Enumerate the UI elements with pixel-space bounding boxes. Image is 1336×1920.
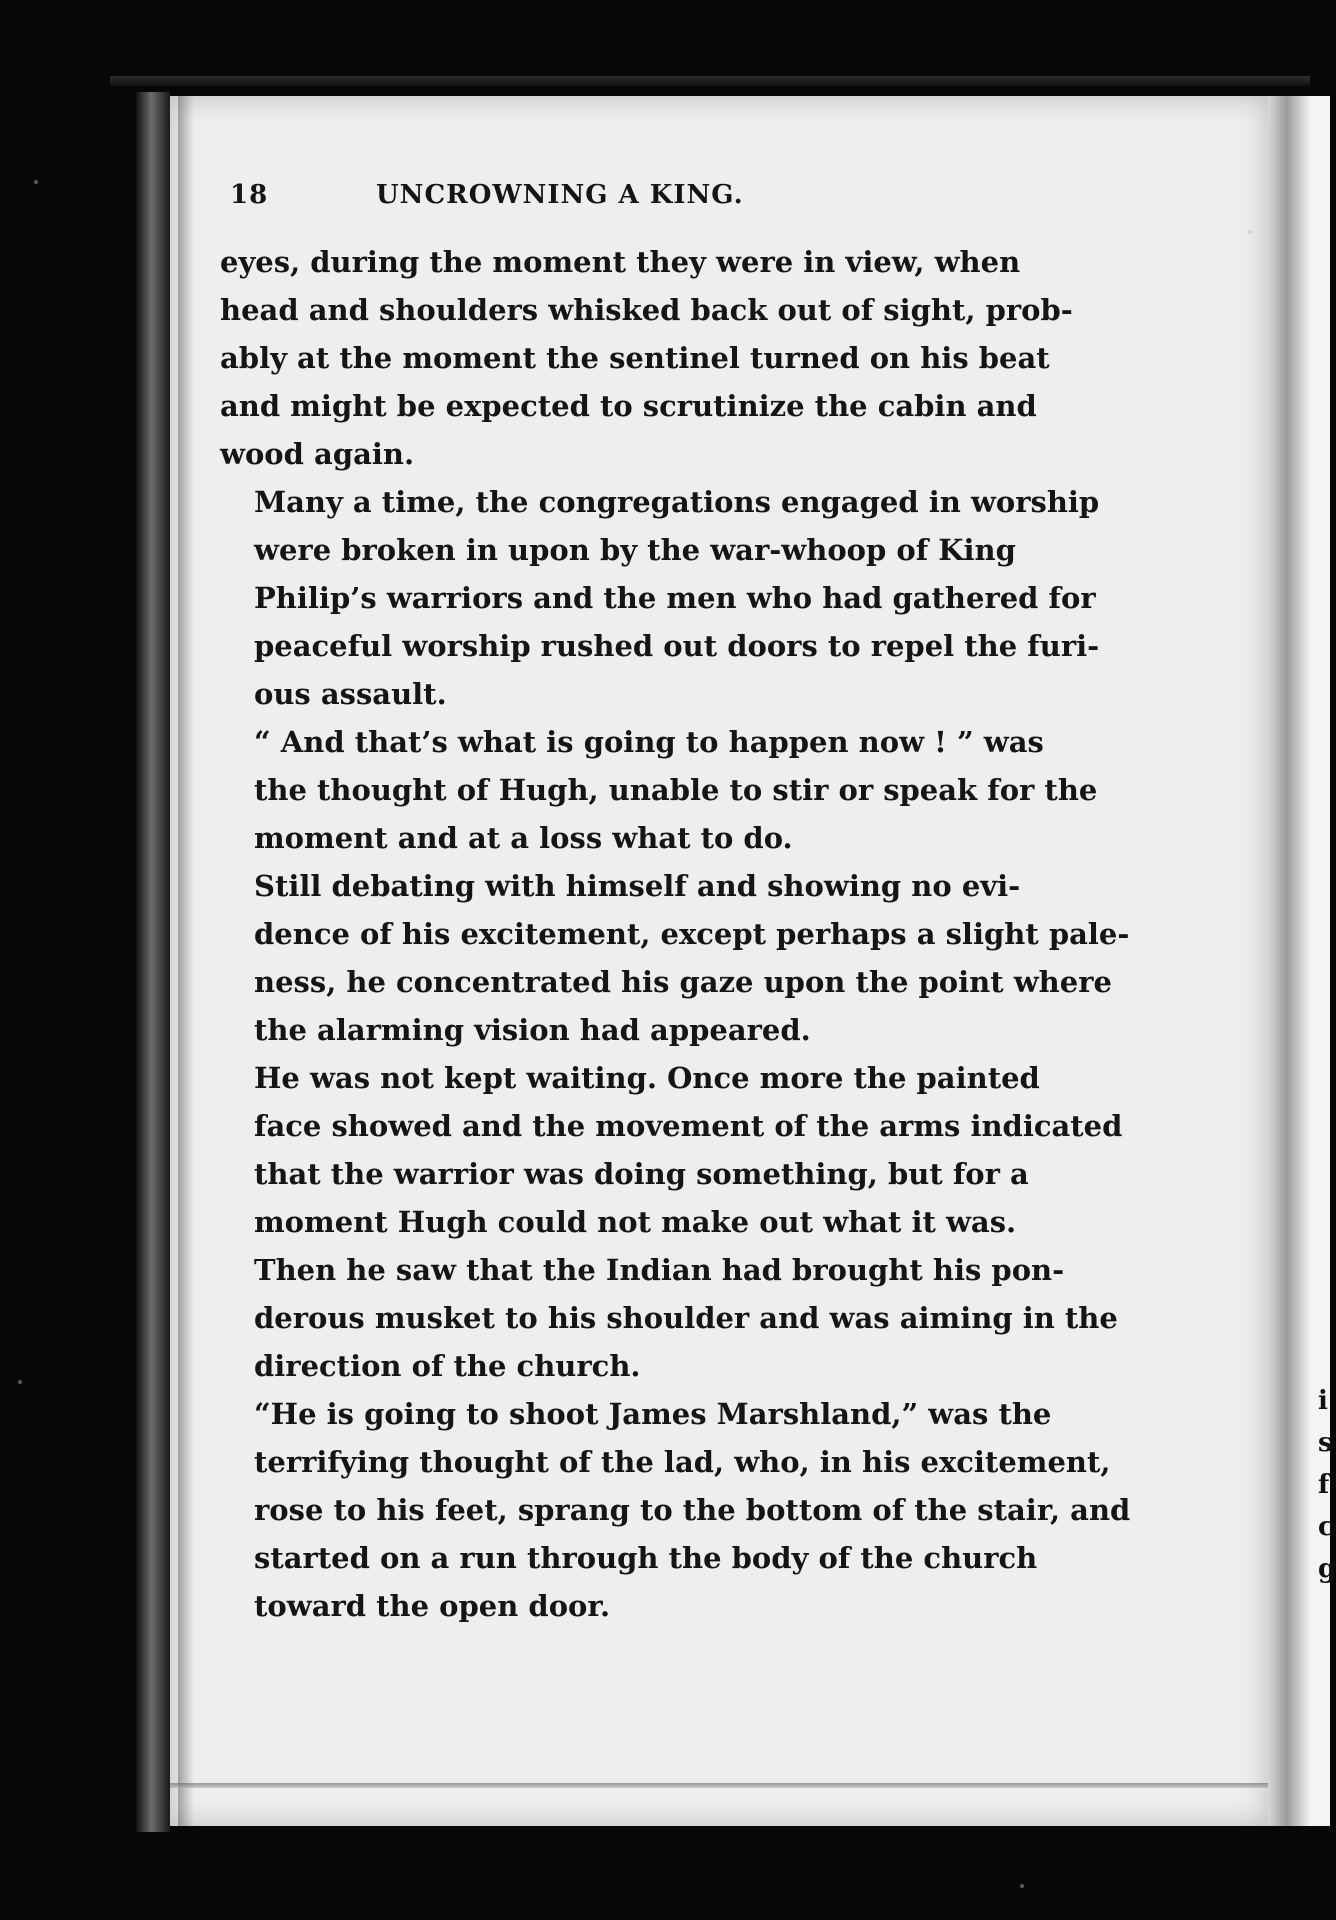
- text-line: direction of the church.: [254, 1349, 641, 1383]
- text-line: face showed and the movement of the arms indicated: [254, 1109, 1123, 1143]
- text-line: started on a run through the body of the church: [254, 1541, 1038, 1575]
- edge-letter: s: [1318, 1428, 1333, 1458]
- right-book-binding: [1268, 96, 1310, 1826]
- edge-letter: i: [1318, 1386, 1328, 1416]
- text-line: ably at the moment the sentinel turned on his beat: [220, 341, 1050, 375]
- edge-letter: g: [1318, 1554, 1336, 1584]
- text-line: the alarming vision had appeared.: [254, 1013, 811, 1047]
- scan-top-edge: [110, 76, 1310, 86]
- text-line: Many a time, the congregations engaged in worship: [254, 485, 1100, 519]
- text-line: dence of his excitement, except perhaps a slight pale-: [254, 917, 1130, 951]
- text-line: moment Hugh could not make out what it was.: [254, 1205, 1017, 1239]
- text-line: wood again.: [220, 437, 415, 471]
- scan-speck: [1248, 230, 1252, 234]
- text-line: eyes, during the moment they were in view, when: [220, 245, 1021, 279]
- text-line: the thought of Hugh, unable to stir or speak for the: [254, 773, 1098, 807]
- text-line: Philip’s warriors and the men who had gathered for: [254, 581, 1096, 615]
- scan-speck: [1020, 1884, 1024, 1888]
- text-line: ous assault.: [254, 677, 447, 711]
- text-line: Still debating with himself and showing no evi-: [254, 869, 1021, 903]
- paragraph-2: [220, 478, 1100, 718]
- text-line: ness, he concentrated his gaze upon the point where: [254, 965, 1112, 999]
- text-line: “ And that’s what is going to happen now ! ” was: [254, 725, 1044, 759]
- adjacent-page-letters: [1318, 1380, 1336, 1590]
- paragraph-4: [220, 862, 1130, 1054]
- page-number: 18: [230, 180, 269, 210]
- edge-letter: f: [1318, 1470, 1330, 1500]
- text-line: head and shoulders whisked back out of sight, prob-: [220, 293, 1073, 327]
- text-line: terrifying thought of the lad, who, in his excitement,: [254, 1445, 1111, 1479]
- edge-letter: c: [1318, 1512, 1334, 1542]
- text-line: peaceful worship rushed out doors to repel the furi-: [254, 629, 1100, 663]
- scan-speck: [34, 180, 38, 184]
- paragraph-5: [220, 1054, 1123, 1390]
- page-bottom-rule: [170, 1783, 1268, 1788]
- text-line: toward the open door.: [254, 1589, 611, 1623]
- text-line: that the warrior was doing something, but for a: [254, 1157, 1029, 1191]
- text-line: “He is going to shoot James Marshland,” was the: [254, 1397, 1052, 1431]
- running-title: UNCROWNING A KING.: [376, 180, 744, 210]
- paragraph-6: [220, 1390, 1131, 1630]
- text-line: rose to his feet, sprang to the bottom of the stair, and: [254, 1493, 1131, 1527]
- text-line: derous musket to his shoulder and was aiming in the: [254, 1301, 1118, 1335]
- text-line: He was not kept waiting. Once more the painted: [254, 1061, 1040, 1095]
- paragraph-1: [220, 238, 1073, 478]
- paragraph-3: [220, 718, 1098, 862]
- body-text: [220, 238, 1131, 1630]
- text-line: were broken in upon by the war-whoop of King: [254, 533, 1016, 567]
- text-line: and might be expected to scrutinize the cabin and: [220, 389, 1037, 423]
- left-book-binding: [136, 92, 170, 1832]
- page-header: [230, 180, 990, 220]
- scan-speck: [18, 1380, 22, 1384]
- text-line: Then he saw that the Indian had brought his pon-: [254, 1253, 1065, 1287]
- text-line: moment and at a loss what to do.: [254, 821, 793, 855]
